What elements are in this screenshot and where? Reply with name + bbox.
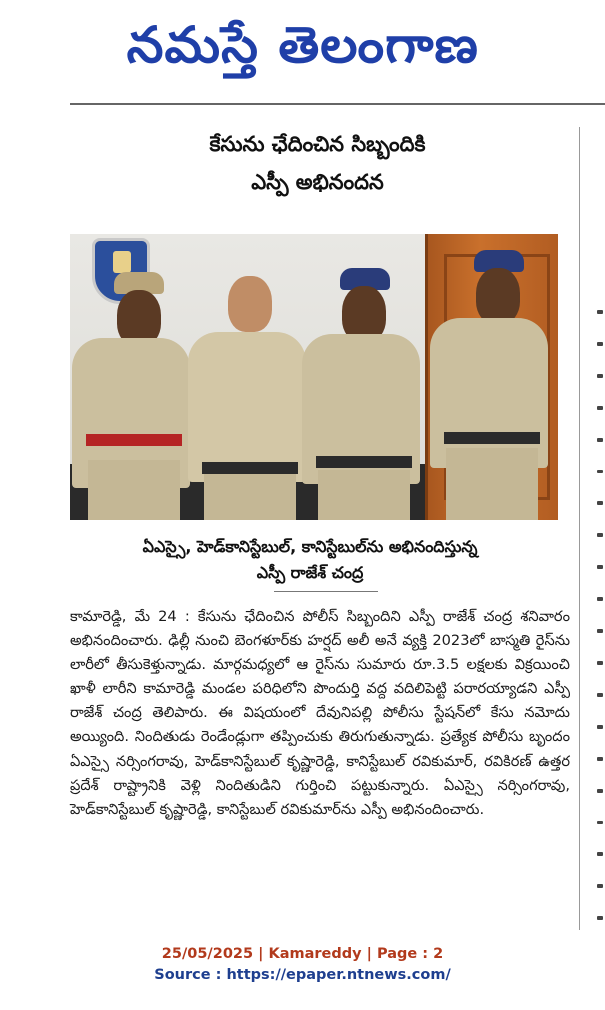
officer-3: [302, 234, 422, 520]
news-photo: [70, 234, 558, 520]
masthead-divider: [70, 103, 605, 105]
officer-2: [188, 234, 308, 520]
article-headline: [70, 125, 565, 201]
caption-line-2: ఎస్పీ రాజేశ్ చంద్ర: [256, 563, 364, 582]
page-footer: [0, 944, 605, 986]
headline-line-2: ఎస్పీ అభినందన: [251, 170, 384, 194]
newspaper-masthead: [0, 0, 605, 90]
footer-source-link[interactable]: Source : https://epaper.ntnews.com/: [154, 967, 451, 983]
officer-4: [430, 234, 550, 520]
adjacent-column-edge: [597, 240, 605, 920]
caption-divider: [274, 591, 378, 592]
masthead-title: నమస్తే తెలంగాణ: [126, 16, 479, 74]
photo-caption: [70, 534, 550, 586]
officer-1: [72, 234, 192, 520]
footer-date-edition: 25/05/2025 | Kamareddy | Page : 2: [161, 946, 444, 962]
caption-line-1: ఏఎస్సై, హెడ్‌కానిస్టేబుల్, కానిస్టేబుల్‌ను అభినందిస్తున్న: [142, 537, 478, 556]
article-body: కామారెడ్డి, మే 24 : కేసును ఛేదించిన పోలీస్ సిబ్బందిని ఎస్పీ రాజేశ్ చంద్ర శనివారం అభినందించారు. ఢిల్లీ నుంచి బెంగళూర్‌కు హర్షద్ అలీ అనే వ్యక్తి 2023లో బాస్మతి రైస్‌ను లారీలో తీసుకెళ్తున్నాడు. మార్గమధ్యలో ఆ రైస్‌ను సుమారు రూ.3.5 లక్షలకు విక్రయించి ఖాళీ లారీని కామారెడ్డి మండల పరిధిలోని పొందుర్తి వద్ద వదిలిపెట్టి పరారయ్యాడని ఎస్పీ రాజేశ్ చంద్ర తెలిపారు. ఈ విషయంలో దేవునిపల్లి పోలీసు స్టేషన్‌లో కేసు నమోదు అయ్యింది. నిందితుడు రెండేండ్లుగా తప్పించుకు తిరుగుతున్నాడు. ప్రత్యేక పోలీసు బృందం ఏఎస్సై నర్సింగరావు, హెడ్‌కానిస్టేబుల్ కృష్ణారెడ్డి, కానిస్టేబుల్ రవికుమార్, రవికిరణ్ ఉత్తర ప్రదేశ్ రాష్ట్రానికి వెళ్లి నిందితుడిని గుర్తించి పట్టుకున్నారు. ఏఎస్సై నర్సింగరావు, హెడ్‌కానిస్టేబుల్ కృష్ణారెడ్డి, కానిస్టేబుల్ రవికుమార్‌ను ఎస్పీ అభినందించారు.: [70, 608, 570, 818]
column-divider: [579, 127, 580, 930]
headline-line-1: కేసును ఛేదించిన సిబ్బందికి: [209, 132, 426, 156]
